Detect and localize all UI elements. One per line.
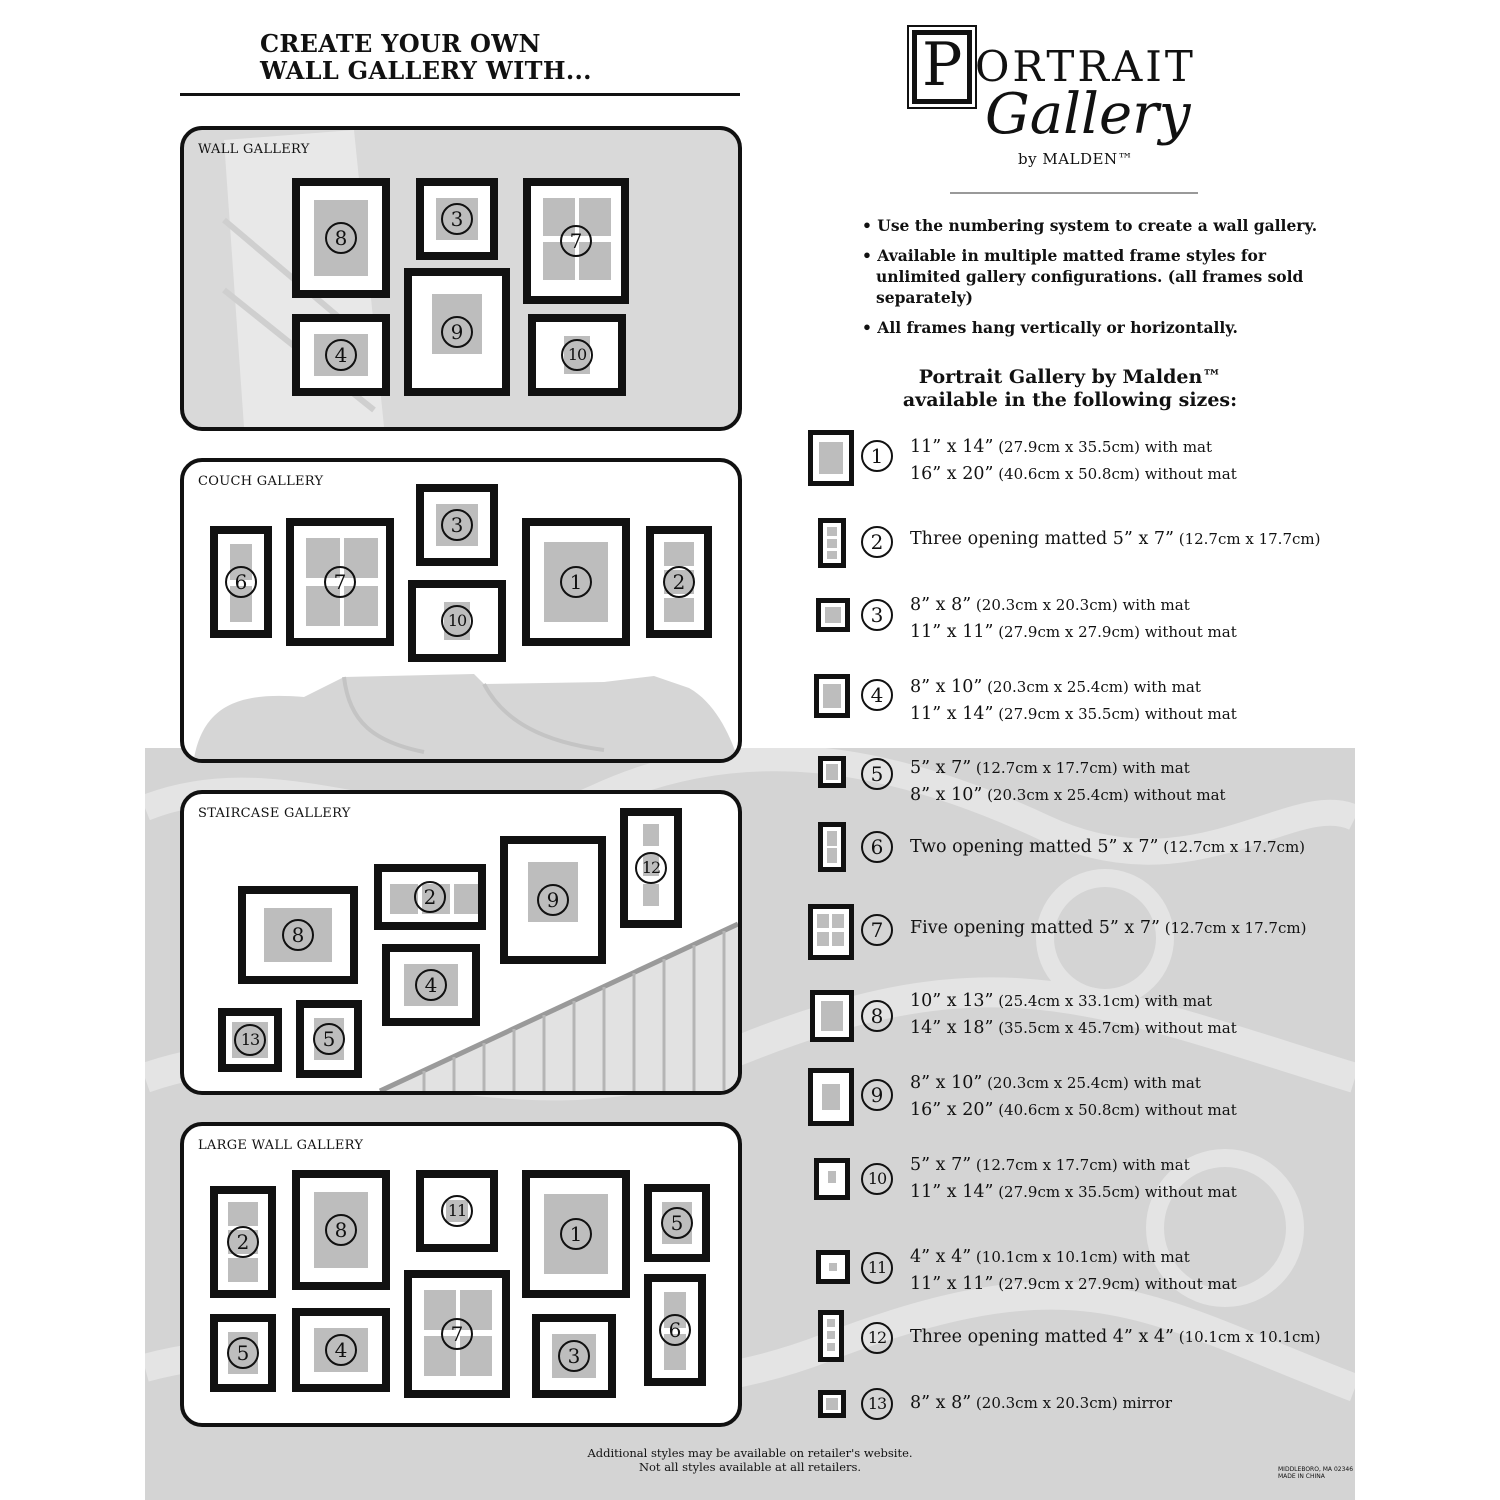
size-line-detail: (40.6cm x 50.8cm) without mat — [993, 1101, 1237, 1119]
frame-6 — [644, 1274, 706, 1386]
size-line-detail: (10.1cm x 10.1cm) with mat — [971, 1248, 1190, 1266]
frame-2 — [646, 526, 712, 638]
sizes-heading — [870, 366, 1270, 412]
frame-number: 13 — [234, 1024, 266, 1056]
size-number: 3 — [861, 599, 893, 631]
frame-number: 9 — [537, 884, 569, 916]
frame-8 — [238, 886, 358, 984]
frame-5 — [210, 1314, 276, 1392]
frame-icon — [816, 1250, 850, 1284]
frame-3 — [416, 484, 498, 566]
wall-gallery-panel — [180, 126, 742, 431]
fineprint-line-2: MADE IN CHINA — [1278, 1473, 1325, 1480]
size-line-detail: (27.9cm x 27.9cm) without mat — [993, 1275, 1237, 1293]
frame-12 — [620, 808, 682, 928]
title-underline — [180, 93, 740, 96]
frame-9 — [500, 836, 606, 964]
size-line-detail: (20.3cm x 25.4cm) without mat — [982, 786, 1226, 804]
frame-number: 2 — [663, 566, 695, 598]
size-line-main: 11” x 14” — [910, 704, 994, 724]
size-line-main: 5” x 7” — [910, 758, 972, 778]
size-number: 12 — [861, 1322, 893, 1354]
frame-number: 5 — [313, 1023, 345, 1055]
frame-4 — [382, 944, 480, 1026]
frame-number: 3 — [441, 509, 473, 541]
title-line-1: CREATE YOUR OWN — [260, 29, 541, 58]
page-title — [260, 30, 592, 84]
size-line-main: Five opening matted 5” x 7” — [910, 918, 1160, 938]
frame-2 — [374, 864, 486, 930]
frame-number: 3 — [558, 1340, 590, 1372]
size-line-main: 8” x 8” — [910, 595, 972, 615]
size-line-main: 8” x 8” — [910, 1393, 972, 1413]
size-line-detail: (27.9cm x 27.9cm) without mat — [993, 623, 1237, 641]
logo-letter-p: P — [922, 30, 963, 100]
frame-number: 7 — [560, 225, 592, 257]
size-line-detail: (12.7cm x 17.7cm) — [1159, 919, 1307, 937]
size-line-main: 14” x 18” — [910, 1018, 994, 1038]
frame-number: 10 — [441, 605, 473, 637]
frame-number: 9 — [441, 316, 473, 348]
size-line-detail: (12.7cm x 17.7cm) with mat — [971, 1156, 1190, 1174]
frame-number: 5 — [661, 1207, 693, 1239]
size-line-main: Three opening matted 5” x 7” — [910, 529, 1174, 549]
size-line-main: 16” x 20” — [910, 1100, 994, 1120]
size-line-main: 11” x 11” — [910, 1274, 994, 1294]
size-number: 9 — [861, 1079, 893, 1111]
size-line-main: 8” x 10” — [910, 785, 983, 805]
size-line-main: 11” x 14” — [910, 1182, 994, 1202]
large-wall-gallery-panel — [180, 1122, 742, 1427]
frame-icon — [810, 990, 854, 1042]
frame-number: 2 — [227, 1226, 259, 1258]
frame-icon — [818, 518, 846, 568]
frame-number: 8 — [325, 1214, 357, 1246]
frame-number: 4 — [325, 1334, 357, 1366]
frame-number: 6 — [225, 566, 257, 598]
frame-number: 7 — [441, 1318, 473, 1350]
logo-word-portrait: ORTRAIT — [975, 42, 1196, 91]
frame-5 — [644, 1184, 710, 1262]
panel-title: COUCH GALLERY — [198, 474, 324, 489]
logo-by-malden: by MALDEN™ — [1018, 150, 1134, 168]
frame-2 — [210, 1186, 276, 1298]
frame-icon — [816, 598, 850, 632]
size-line-detail: (20.3cm x 25.4cm) with mat — [982, 1074, 1201, 1092]
frame-4 — [292, 1308, 390, 1392]
frame-7 — [404, 1270, 510, 1398]
size-line-detail: (25.4cm x 33.1cm) with mat — [993, 992, 1213, 1010]
frame-icon — [818, 1310, 844, 1362]
size-line-main: Two opening matted 5” x 7” — [910, 837, 1159, 857]
size-number: 2 — [861, 526, 893, 558]
fineprint-line-1: MIDDLEBORO, MA 02346 — [1278, 1466, 1354, 1473]
sizes-heading-line-2: available in the following sizes: — [902, 389, 1238, 411]
frame-1 — [522, 518, 630, 646]
size-number: 4 — [861, 679, 893, 711]
size-line-detail: (35.5cm x 45.7cm) without mat — [993, 1019, 1237, 1037]
size-line-main: 10” x 13” — [910, 991, 994, 1011]
size-line-detail: (12.7cm x 17.7cm) — [1158, 838, 1306, 856]
frame-number: 6 — [659, 1314, 691, 1346]
origin-fineprint — [1278, 1466, 1353, 1480]
size-line-main: Three opening matted 4” x 4” — [910, 1327, 1174, 1347]
logo-divider — [950, 192, 1198, 194]
frame-1 — [522, 1170, 630, 1298]
size-number: 11 — [861, 1252, 893, 1284]
size-number: 7 — [861, 914, 893, 946]
panel-title: LARGE WALL GALLERY — [198, 1138, 364, 1153]
size-line-main: 11” x 11” — [910, 622, 994, 642]
logo-word-gallery: Gallery — [985, 82, 1191, 147]
frame-icon — [818, 1390, 846, 1418]
size-line-detail: (27.9cm x 35.5cm) without mat — [993, 705, 1237, 723]
frame-number: 11 — [441, 1195, 473, 1227]
frame-4 — [292, 314, 390, 396]
frame-7 — [523, 178, 629, 304]
size-line-main: 4” x 4” — [910, 1247, 972, 1267]
frame-icon — [814, 674, 850, 718]
frame-10 — [408, 580, 506, 662]
frame-6 — [210, 526, 272, 638]
frame-number: 8 — [325, 222, 357, 254]
size-line-detail: (20.3cm x 20.3cm) with mat — [971, 596, 1190, 614]
frame-number: 8 — [282, 919, 314, 951]
frame-number: 1 — [560, 1218, 592, 1250]
size-line-main: 5” x 7” — [910, 1155, 972, 1175]
panel-title: WALL GALLERY — [198, 142, 310, 157]
feature-bullets — [862, 215, 1332, 347]
size-line-detail: (12.7cm x 17.7cm) with mat — [971, 759, 1190, 777]
frame-3 — [532, 1314, 616, 1398]
size-line-main: 11” x 14” — [910, 437, 994, 457]
frame-icon — [818, 756, 846, 788]
size-line-detail: (27.9cm x 35.5cm) with mat — [993, 438, 1213, 456]
frame-8 — [292, 1170, 390, 1290]
size-line-detail: (27.9cm x 35.5cm) without mat — [993, 1183, 1237, 1201]
size-line-detail: (20.3cm x 20.3cm) mirror — [971, 1394, 1173, 1412]
size-line-detail: (10.1cm x 10.1cm) — [1173, 1328, 1321, 1346]
size-number: 10 — [861, 1163, 893, 1195]
frame-number: 12 — [635, 852, 667, 884]
frame-number: 2 — [414, 881, 446, 913]
frame-8 — [292, 178, 390, 298]
frame-icon — [808, 1068, 854, 1126]
footer-line-2: Not all styles available at all retailers. — [638, 1460, 862, 1474]
frame-number: 5 — [227, 1337, 259, 1369]
sizes-heading-line-1: Portrait Gallery by Malden™ — [918, 366, 1222, 388]
size-line-detail: (12.7cm x 17.7cm) — [1173, 530, 1321, 548]
frame-icon — [808, 430, 854, 486]
frame-13 — [218, 1008, 282, 1072]
size-number: 5 — [861, 758, 893, 790]
bullet-item: • Available in multiple matted frame styles for unlimited gallery configurations. (all frames sold separately) — [862, 246, 1304, 307]
frame-9 — [404, 268, 510, 396]
footer-note — [540, 1446, 960, 1474]
frame-icon — [814, 1158, 850, 1200]
bullet-item: • All frames hang vertically or horizontally. — [862, 318, 1238, 337]
panel-title: STAIRCASE GALLERY — [198, 806, 351, 821]
size-number: 13 — [861, 1388, 893, 1420]
frame-7 — [286, 518, 394, 646]
size-number: 6 — [861, 831, 893, 863]
couch-gallery-panel — [180, 458, 742, 763]
size-line-detail: (40.6cm x 50.8cm) without mat — [993, 465, 1237, 483]
frame-number: 3 — [441, 203, 473, 235]
frame-number: 10 — [561, 339, 593, 371]
footer-line-1: Additional styles may be available on retailer's website. — [587, 1446, 913, 1460]
frame-5 — [296, 1000, 362, 1078]
size-line-main: 16” x 20” — [910, 464, 994, 484]
size-line-main: 8” x 10” — [910, 1073, 983, 1093]
title-line-2: WALL GALLERY WITH... — [260, 56, 592, 85]
frame-10 — [528, 314, 626, 396]
size-number: 8 — [861, 1000, 893, 1032]
staircase-gallery-panel — [180, 790, 742, 1095]
size-number: 1 — [861, 440, 893, 472]
bullet-item: • Use the numbering system to create a wall gallery. — [862, 216, 1318, 235]
frame-number: 1 — [560, 566, 592, 598]
size-line-main: 8” x 10” — [910, 677, 983, 697]
frame-number: 4 — [415, 969, 447, 1001]
frame-3 — [416, 178, 498, 260]
size-line-detail: (20.3cm x 25.4cm) with mat — [982, 678, 1201, 696]
frame-number: 7 — [324, 566, 356, 598]
frame-number: 4 — [325, 339, 357, 371]
frame-icon — [818, 822, 846, 872]
frame-icon — [808, 904, 854, 960]
frame-11 — [416, 1170, 498, 1252]
